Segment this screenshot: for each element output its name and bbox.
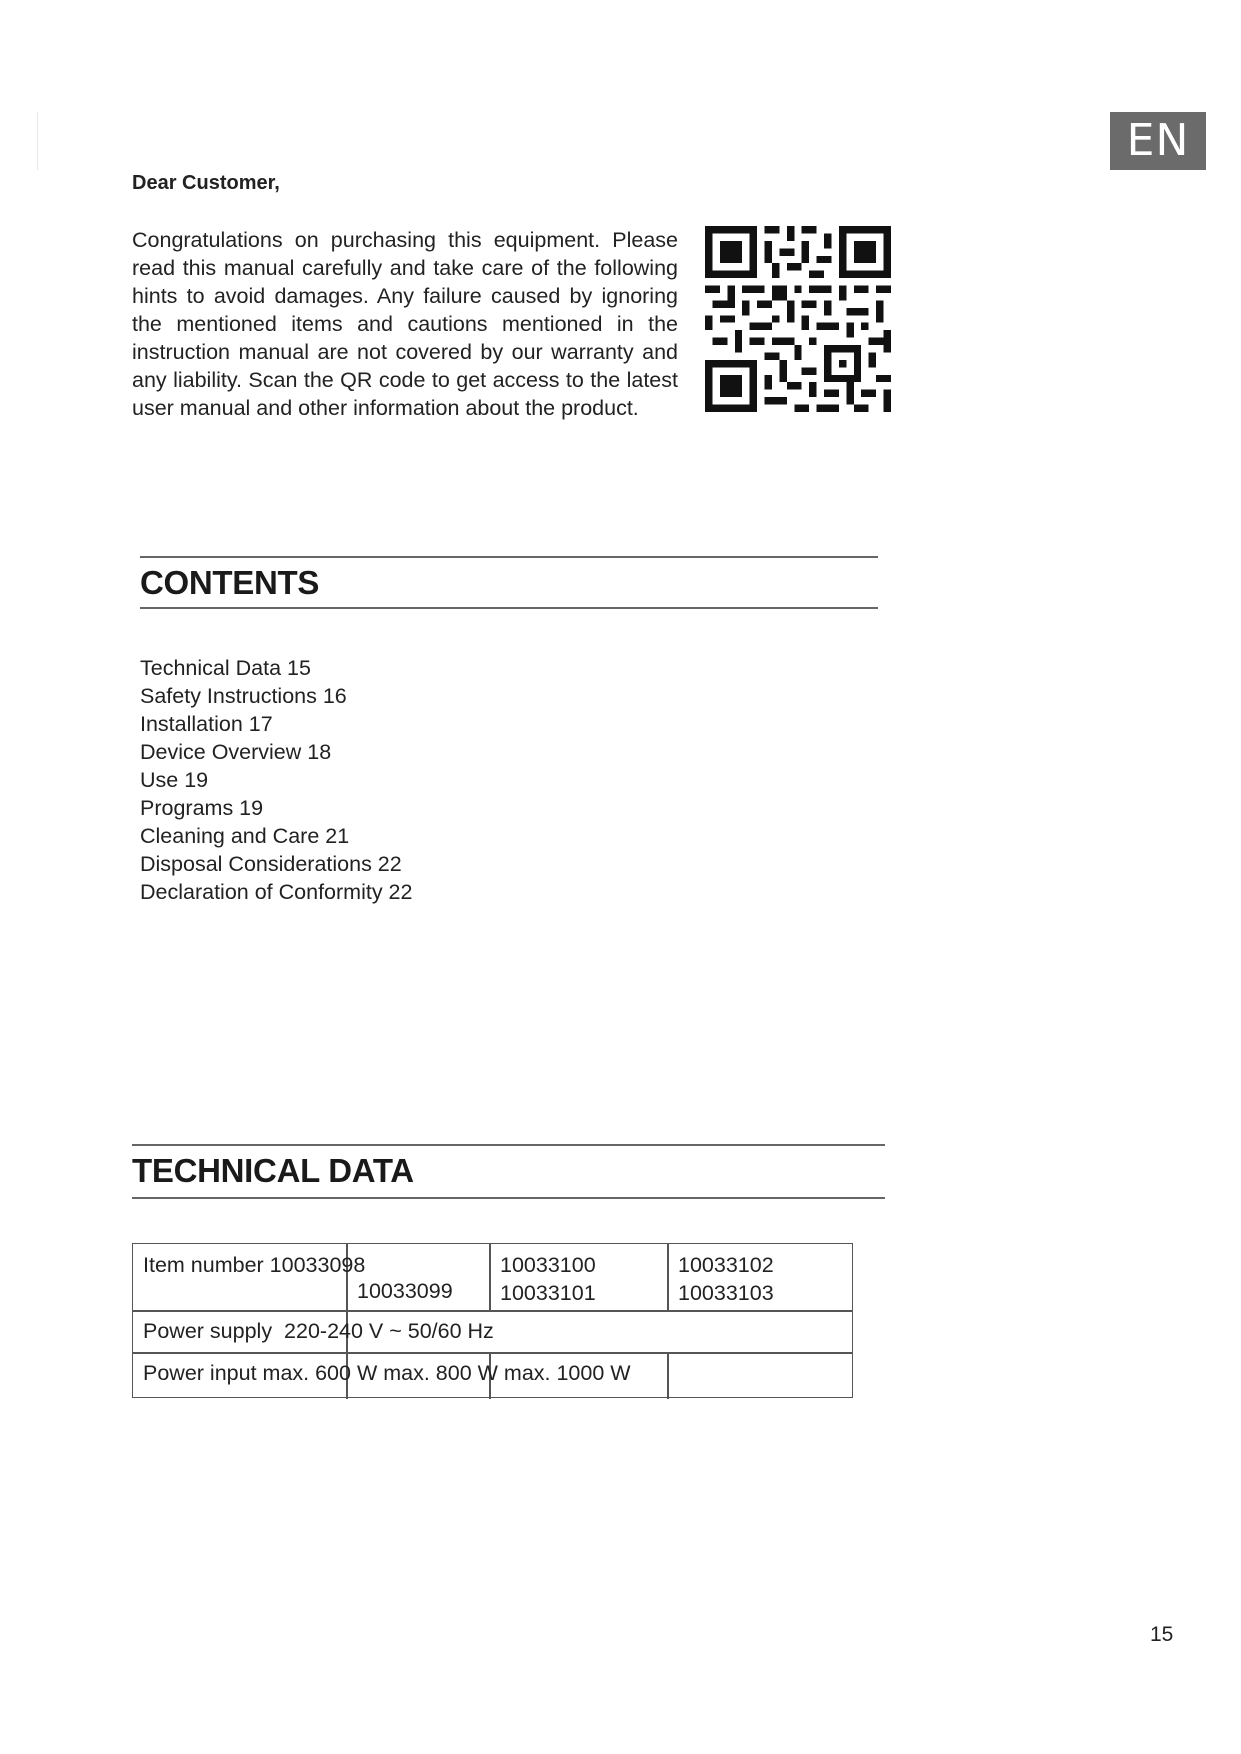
cell-item-number-label: Item number 10033098 <box>143 1253 366 1277</box>
cell-power-input: Power input max. 600 W max. 800 W max. 1000 W <box>143 1361 631 1385</box>
toc-item[interactable]: Device Overview 18 <box>140 740 332 764</box>
greeting: Dear Customer, <box>132 172 280 194</box>
qr-code-icon[interactable] <box>705 226 891 412</box>
tech-title: TECHNICAL DATA <box>132 1152 414 1189</box>
toc-item[interactable]: Programs 19 <box>140 796 264 820</box>
toc-item[interactable]: Cleaning and Care 21 <box>140 824 350 848</box>
cell-item-number-col2b: 10033101 <box>500 1281 596 1305</box>
intro-paragraph: Congratulations on purchasing this equipment. Please read this manual carefully and take care of the following hints to avoid damages. Any failure caused by ignoring the mentioned items and cautions mentioned in the instruction manual are not covered by our warranty and any liability. Scan the QR code to get access to the latest user manual and other information about the product. <box>132 228 678 420</box>
toc-item[interactable]: Installation 17 <box>140 712 273 736</box>
language-badge: EN <box>1110 112 1206 170</box>
contents-title: CONTENTS <box>140 564 320 601</box>
contents-rule-top <box>140 556 878 558</box>
cell-item-number-col2a: 10033100 <box>500 1253 596 1277</box>
toc-item[interactable]: Use 19 <box>140 768 209 792</box>
cell-item-number-col3a: 10033102 <box>678 1253 774 1277</box>
technical-data-table <box>132 1243 853 1398</box>
contents-rule-bottom <box>140 607 878 609</box>
cell-item-number-col1b: 10033099 <box>357 1279 453 1303</box>
table-hline <box>133 1310 852 1312</box>
table-hline <box>133 1352 852 1354</box>
toc-item[interactable]: Declaration of Conformity 22 <box>140 880 413 904</box>
contents-list <box>140 654 412 906</box>
table-vline <box>667 1352 669 1399</box>
page-number: 15 <box>1150 1623 1174 1646</box>
toc-item[interactable]: Safety Instructions 16 <box>140 684 347 708</box>
toc-item[interactable]: Disposal Considerations 22 <box>140 852 402 876</box>
table-vline <box>489 1244 491 1310</box>
tech-rule-top <box>132 1144 885 1146</box>
toc-item[interactable]: Technical Data 15 <box>140 656 311 680</box>
margin-line <box>37 112 38 170</box>
cell-power-supply: Power supply 220-240 V ~ 50/60 Hz <box>143 1319 494 1343</box>
cell-item-number-col3b: 10033103 <box>678 1281 774 1305</box>
tech-rule-bottom <box>132 1197 885 1199</box>
table-vline <box>667 1244 669 1310</box>
